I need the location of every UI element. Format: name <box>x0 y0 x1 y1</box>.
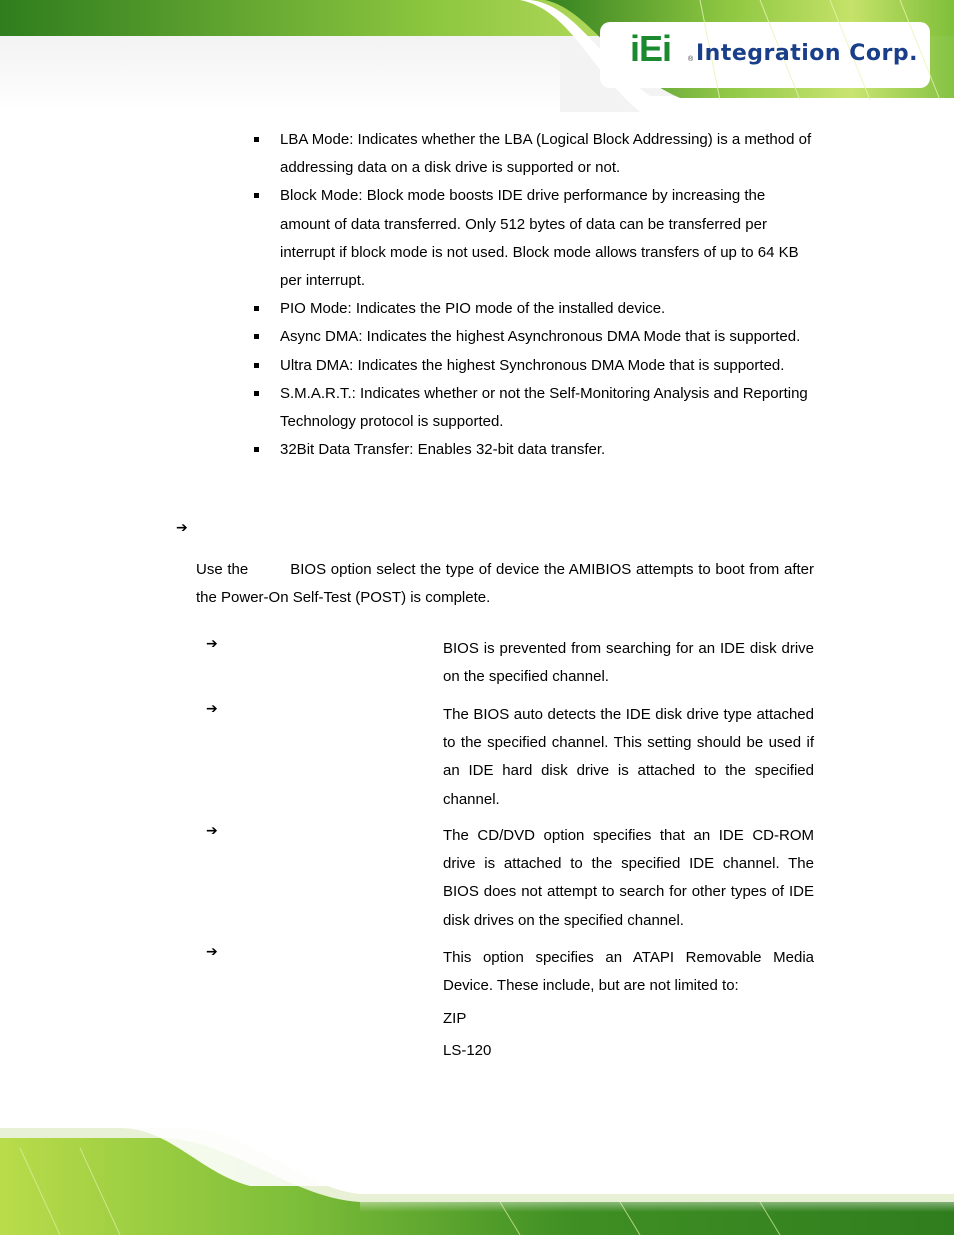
option-arrow-icon: ➔ <box>206 944 218 960</box>
media-list-item: LS-120 <box>443 1042 492 1059</box>
logo-mark: iEi <box>630 28 672 69</box>
list-item <box>252 323 816 351</box>
list-item-text: Ultra DMA: Indicates the highest Synchronous DMA Mode that is supported. <box>280 356 785 374</box>
bullet-square-icon <box>254 334 259 339</box>
list-item-text: Block Mode: Block mode boosts IDE drive performance by increasing the amount of data transferred. Only 512 bytes of data can be transferred per interrupt if block mode is not used. Block mode allows transfers of up to 64 KB per interrupt. <box>280 187 799 290</box>
paragraph-start: Use the <box>196 561 249 578</box>
list-item <box>252 380 816 436</box>
list-item-text: S.M.A.R.T.: Indicates whether or not the Self-Monitoring Analysis and Reporting Technology protocol is supported. <box>280 384 808 431</box>
list-item-text: LBA Mode: Indicates whether the LBA (Logical Block Addressing) is a method of addressing data on a disk drive is supported or not. <box>280 131 812 177</box>
bullet-square-icon <box>254 306 259 311</box>
option-description: This option specifies an ATAPI Removable Media Device. These include, but are not limited to: <box>443 949 814 995</box>
logo-registered-mark: ® <box>688 56 694 63</box>
company-logo <box>630 28 920 76</box>
bullet-square-icon <box>254 447 259 452</box>
list-item-text: PIO Mode: Indicates the PIO mode of the installed device. <box>280 300 666 318</box>
list-item <box>252 182 816 295</box>
list-item <box>252 352 816 380</box>
list-item <box>252 126 816 182</box>
bullet-square-icon <box>254 363 259 368</box>
option-description: The BIOS auto detects the IDE disk drive type attached to the specified channel. This setting should be used if an IDE hard disk drive is attached to the specified channel. <box>443 706 814 808</box>
list-item-text: Async DMA: Indicates the highest Asynchronous DMA Mode that is supported. <box>280 328 801 346</box>
footer-background-graphic <box>0 1128 954 1235</box>
bullet-square-icon <box>254 193 259 198</box>
section-paragraph <box>196 556 814 612</box>
page-footer <box>0 1128 954 1235</box>
logo-text: Integration Corp. <box>696 41 918 66</box>
bullet-square-icon <box>254 391 259 396</box>
media-list-item: ZIP <box>443 1010 467 1027</box>
paragraph-rest: BIOS option select the type of device the AMIBIOS attempts to boot from after the Power-On Self-Test (POST) is complete. <box>196 561 814 607</box>
list-item-text: 32Bit Data Transfer: Enables 32-bit data transfer. <box>280 441 606 459</box>
bullet-square-icon <box>254 137 259 142</box>
option-description: The CD/DVD option specifies that an IDE CD-ROM drive is attached to the specified IDE channel. The BIOS does not attempt to search for other types of IDE disk drives on the specified channel. <box>443 827 814 929</box>
option-arrow-icon: ➔ <box>206 823 218 839</box>
option-arrow-icon: ➔ <box>206 636 218 652</box>
list-item <box>252 436 816 464</box>
section-arrow-icon: ➔ <box>176 520 188 536</box>
option-description: BIOS is prevented from searching for an IDE disk drive on the specified channel. <box>443 640 814 686</box>
bullet-list <box>252 126 816 464</box>
page-header <box>0 0 954 112</box>
list-item <box>252 295 816 323</box>
option-arrow-icon: ➔ <box>206 701 218 717</box>
